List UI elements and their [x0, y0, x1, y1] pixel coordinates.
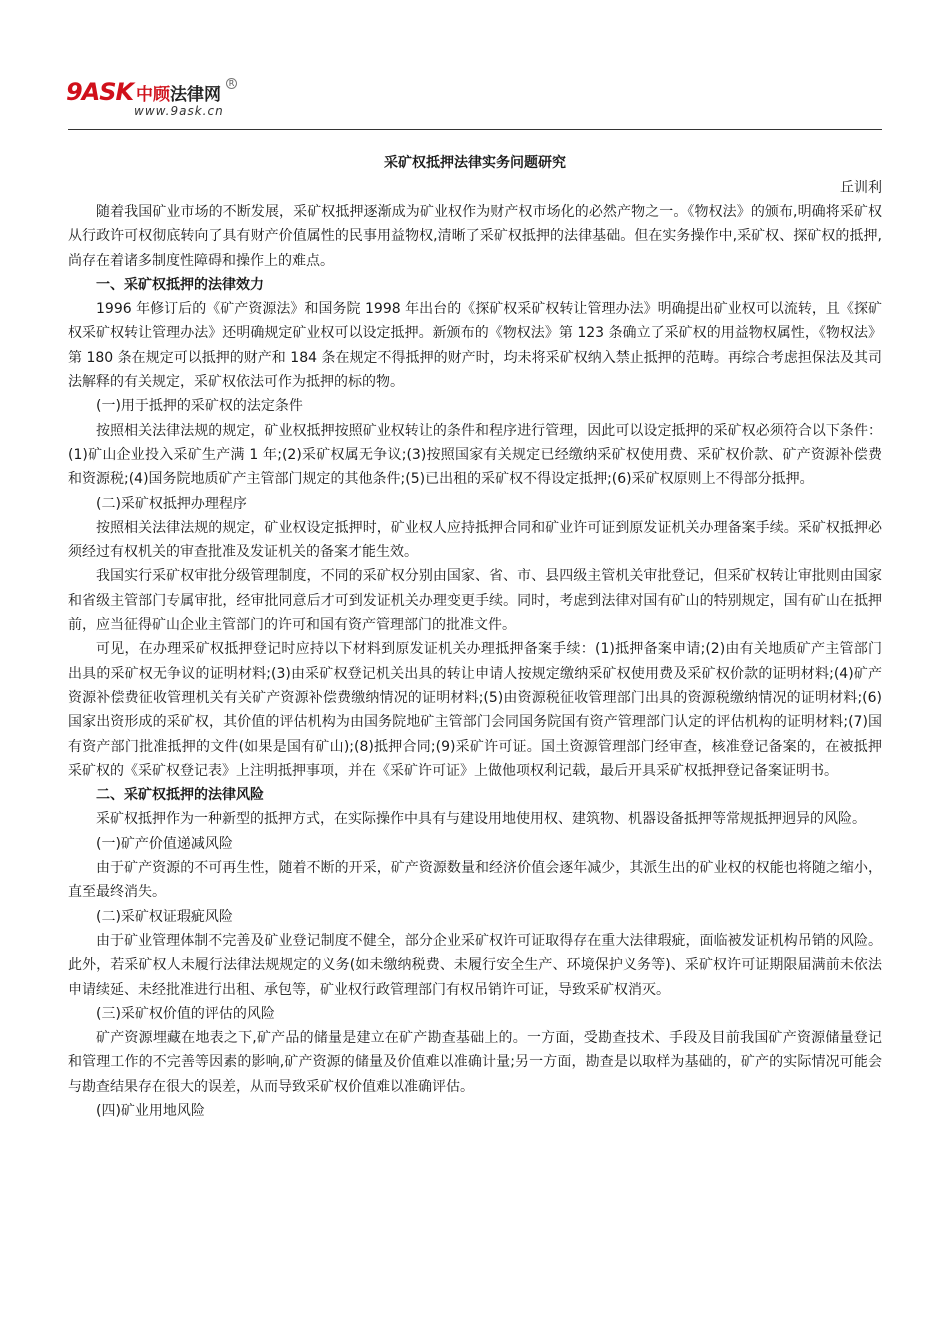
logo-mark: 9ASK — [66, 78, 134, 106]
paragraph: 按照相关法律法规的规定，矿业权抵押按照矿业权转让的条件和程序进行管理，因此可以设定抵押的采矿权必须符合以下条件：(1)矿山企业投入采矿生产满 1 年;(2)采矿权属无争议;(3)按照国家有关规定已经缴纳采矿权使用费、采矿权价款、矿产资源补偿费和资源税;(4)国务院地质矿产主管部门规定的其他条件;(5)已出租的采矿权不得设定抵押;(6)采矿权原则上不得部分抵押。 — [68, 422, 882, 488]
article-body — [68, 150, 882, 1123]
site-logo[interactable] — [66, 78, 266, 124]
section-heading: 一、采矿权抵押的法律效力 — [96, 276, 264, 293]
header-divider — [68, 129, 882, 130]
paragraph: 可见，在办理采矿权抵押登记时应持以下材料到原发证机关办理抵押备案手续：(1)抵押备案申请;(2)由有关地质矿产主管部门出具的采矿权无争议的证明材料;(3)由采矿权登记机关出具的转让申请人按规定缴纳采矿权使用费及采矿权价款的证明材料;(4)矿产资源补偿费征收管理机关有关矿产资源补偿费缴纳情况的证明材料;(5)由资源税征收管理部门出具的资源税缴纳情况的证明材料;(6)国家出资形成的采矿权，其价值的评估机构为由国务院地矿主管部门会同国务院国有资产管理部门认定的评估机构的证明材料;(7)国有资产部门批准抵押的文件(如果是国有矿山);(8)抵押合同;(9)采矿许可证。国土资源管理部门经审查，核准登记备案的，在被抵押采矿权的《采矿权登记表》上注明抵押事项，并在《采矿许可证》上做他项权利记载，最后开具采矿权抵押登记备案证明书。 — [68, 641, 882, 779]
paragraph: (二)采矿权抵押办理程序 — [96, 495, 247, 512]
paragraph: (一)矿产价值递减风险 — [96, 835, 233, 852]
paragraph: 矿产资源埋藏在地表之下,矿产品的储量是建立在矿产勘查基础上的。一方面，受勘查技术、手段及目前我国矿产资源储量登记和管理工作的不完善等因素的影响,矿产资源的储量及价值难以准确计量;另一方面，勘查是以取样为基础的，矿产的实际情况可能会与勘查结果存在很大的误差，从而导致采矿权价值难以准确评估。 — [68, 1030, 882, 1095]
article-author: 丘训利 — [840, 180, 882, 196]
logo-name-red: 中顾 — [136, 85, 170, 105]
paragraph: (四)矿业用地风险 — [96, 1102, 205, 1119]
paragraph: 由于矿产资源的不可再生性，随着不断的开采，矿产资源数量和经济价值会逐年减少，其派生出的矿业权的权能也将随之缩小，直至最终消失。 — [68, 860, 882, 901]
logo-url: www.9ask.cn — [134, 104, 224, 118]
paragraph: 随着我国矿业市场的不断发展，采矿权抵押逐渐成为矿业权作为财产权市场化的必然产物之一。《物权法》的颁布,明确将采矿权从行政许可权彻底转向了具有财产价值属性的民事用益物权,清晰了采矿权抵押的法律基础。但在实务操作中,采矿权、探矿权的抵押,尚存在着诸多制度性障碍和操作上的难点。 — [68, 204, 882, 269]
paragraph: 由于矿业管理体制不完善及矿业登记制度不健全，部分企业采矿权许可证取得存在重大法律瑕疵，面临被发证机构吊销的风险。此外，若采矿权人未履行法律法规规定的义务(如未缴纳税费、未履行安全生产、环境保护义务等)、采矿权许可证期限届满前未依法申请续延、未经批准进行出租、承包等，矿业权行政管理部门有权吊销许可证，导致采矿权消灭。 — [68, 932, 882, 998]
paragraph: 采矿权抵押作为一种新型的抵押方式，在实际操作中具有与建设用地使用权、建筑物、机器设备抵押等常规抵押迥异的风险。 — [96, 811, 866, 828]
article-title: 采矿权抵押法律实务问题研究 — [384, 155, 566, 171]
logo-chinese-name — [136, 80, 221, 105]
paragraph: (二)采矿权证瑕疵风险 — [96, 908, 233, 925]
section-heading: 二、采矿权抵押的法律风险 — [96, 787, 264, 804]
paragraph: (一)用于抵押的采矿权的法定条件 — [96, 398, 303, 415]
logo-name-dark: 法律网 — [170, 85, 221, 105]
article-paragraphs — [68, 200, 882, 1123]
registered-icon: R — [226, 78, 237, 89]
paragraph: 按照相关法律法规的规定，矿业权设定抵押时，矿业权人应持抵押合同和矿业许可证到原发证机关办理备案手续。采矿权抵押必须经过有权机关的审查批准及发证机关的备案才能生效。 — [68, 519, 882, 561]
paragraph: 我国实行采矿权审批分级管理制度，不同的采矿权分别由国家、省、市、县四级主管机关审批登记，但采矿权转让审批则由国家和省级主管部门专属审批，经审批同意后才可到发证机关办理变更手续。同时，考虑到法律对国有矿山的特别规定，国有矿山在抵押前，应当征得矿山企业主管部门的许可和国有资产管理部门的批准文件。 — [68, 568, 882, 634]
paragraph: 1996 年修订后的《矿产资源法》和国务院 1998 年出台的《探矿权采矿权转让管理办法》明确提出矿业权可以流转，且《探矿权采矿权转让管理办法》还明确规定矿业权可以设定抵押。新颁布的《物权法》第 123 条确立了采矿权的用益物权属性，《物权法》第 180 条在规定可以抵押的财产和 184 条在规定不得抵押的财产时，均未将采矿权纳入禁止抵押的范畴。再综合考虑担保法及其司法解释的有关规定，采矿权依法可作为抵押的标的物。 — [68, 301, 882, 391]
paragraph: (三)采矿权价值的评估的风险 — [96, 1005, 275, 1022]
